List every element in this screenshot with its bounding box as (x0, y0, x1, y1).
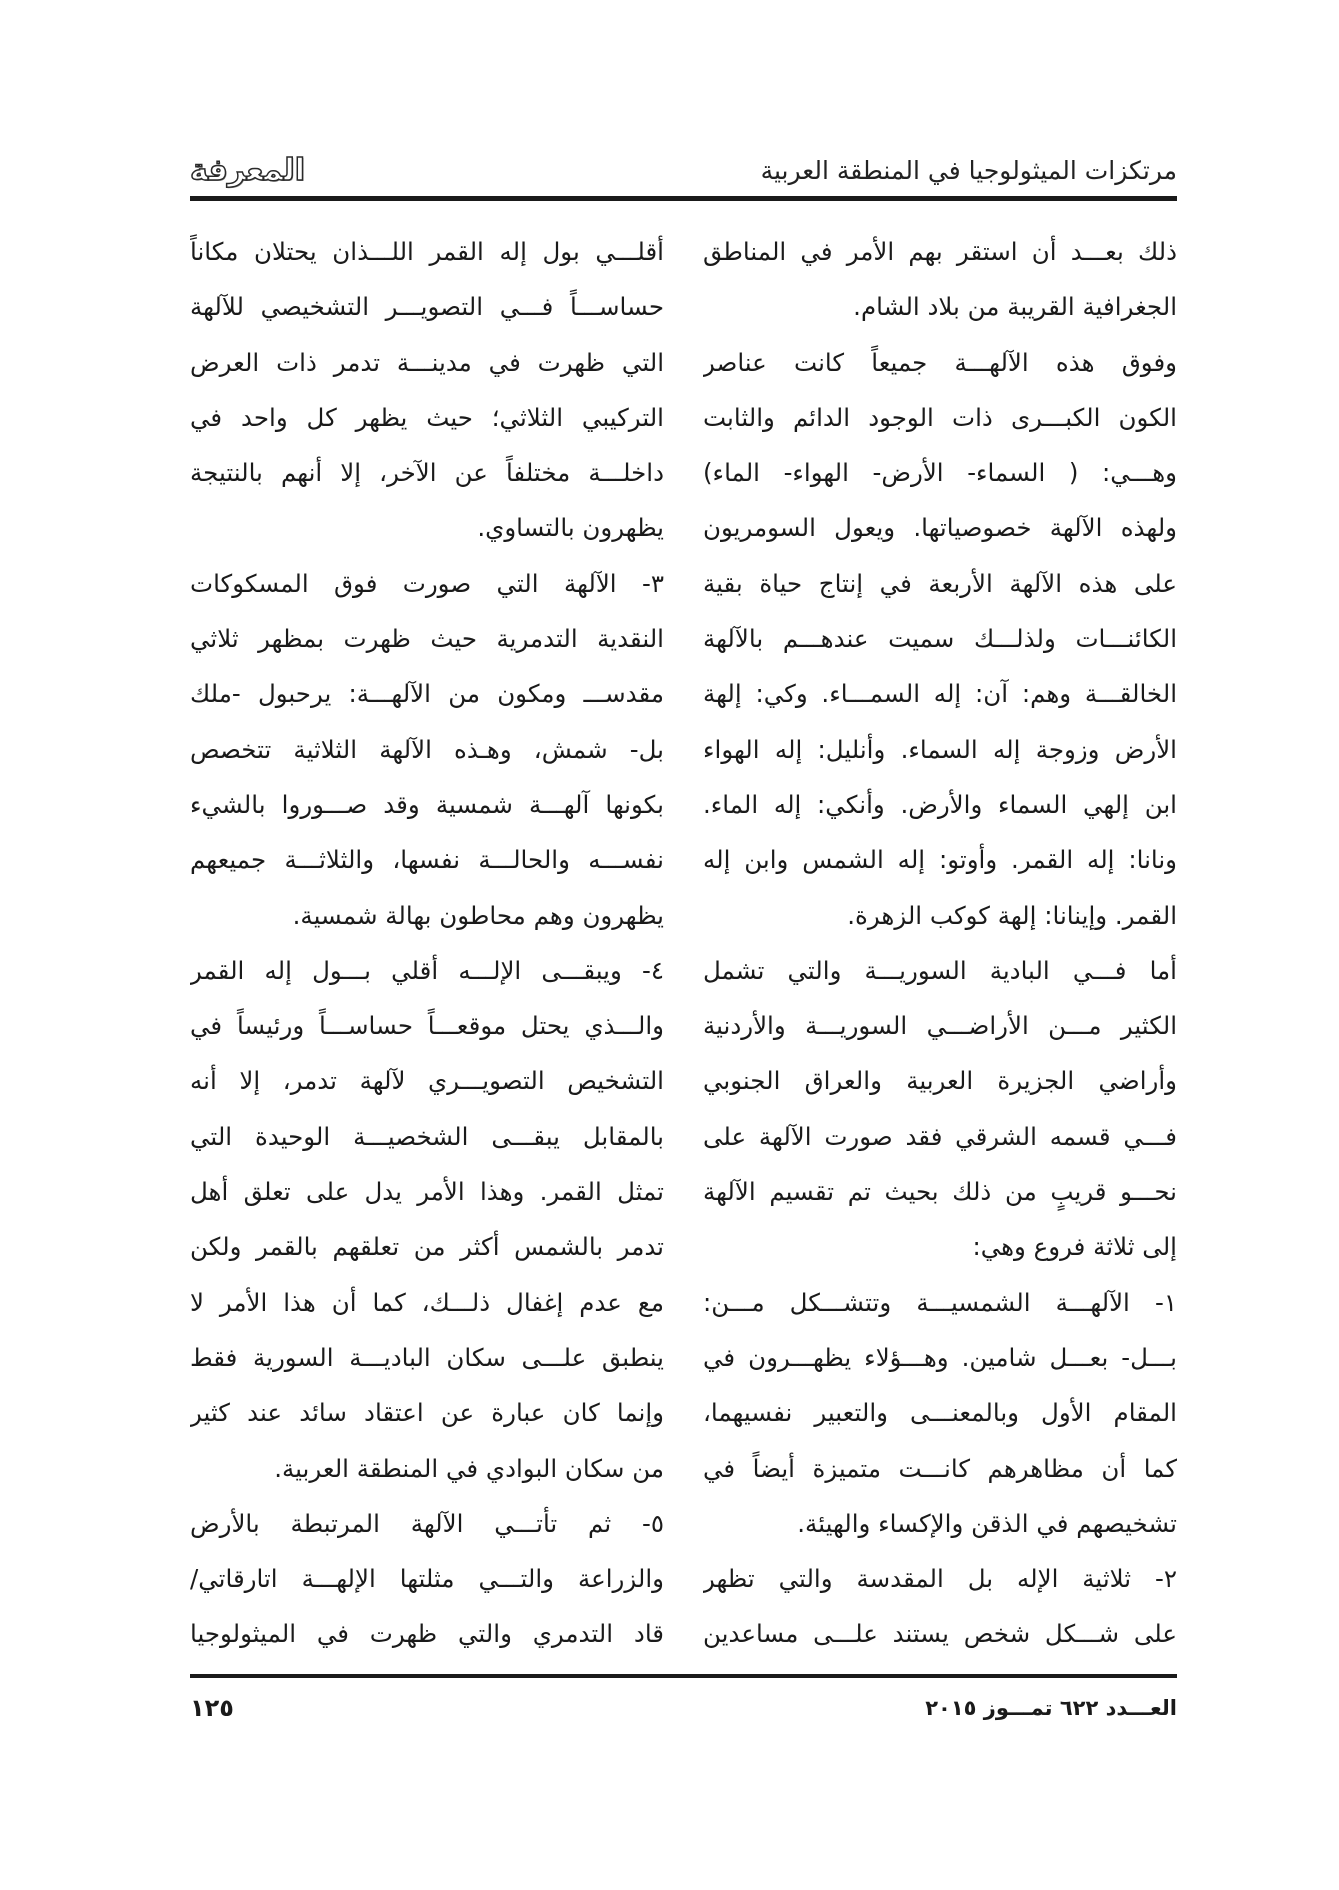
text-line: التشخيص التصويـــري لآلهة تدمر، إلا أنه (190, 1066, 664, 1096)
text-line: ونانا: إله القمر. وأوتو: إله الشمس وابن إله (703, 845, 1177, 875)
text-line: بالمقابل يبقـــى الشخصيـــة الوحيدة التي (190, 1121, 664, 1151)
text-line: الخالقـــة وهم: آن: إله السمـــاء. وكي: إلهة (703, 679, 1177, 709)
text-line: أما فـــي البادية السوريـــة والتي تشمل (703, 955, 1177, 985)
text-line: والزراعة والتـــي مثلتها الإلهـــة اتارقاتي/ (190, 1564, 664, 1594)
issue-info: العـــدد ٦٢٢ تمـــوز ٢٠١٥ (925, 1696, 1177, 1720)
text-line: الكون الكبـــرى ذات الوجود الدائم والثابت (703, 402, 1177, 432)
text-line: ذلك بعـــد أن استقر بهم الأمر في المناطق (703, 237, 1177, 266)
text-line: الجغرافية القريبة من بلاد الشام. (853, 292, 1177, 322)
text-line: يظهرون وهم محاطون بهالة شمسية. (292, 900, 664, 930)
text-line: القمر. وإينانا: إلهة كوكب الزهرة. (847, 900, 1177, 930)
text-line: من سكان البوادي في المنطقة العربية. (274, 1453, 664, 1483)
text-line: المقام الأول وبالمعنـــى والتعبير نفسيهما، (703, 1398, 1177, 1428)
text-line: والـــذي يحتل موقعـــاً حساســـاً ورئيساً في (190, 1011, 664, 1041)
magazine-logo: المعرفة (190, 152, 306, 188)
text-line: ينطبق علـــى سكان الباديـــة السورية فقط (190, 1342, 664, 1372)
text-line: ٥- ثم تأتـــي الآلهة المرتبطة بالأرض (190, 1508, 664, 1538)
text-line: وهـــي: ( السماء- الأرض- الهواء- الماء) (703, 458, 1177, 488)
text-line: على شـــكل شخص يستند علـــى مساعدين (703, 1619, 1177, 1649)
running-title: مرتكزات الميثولوجيا في المنطقة العربية (760, 155, 1177, 185)
text-line: قاد التدمري والتي ظهرت في الميثولوجيا (190, 1619, 664, 1649)
page-footer (190, 1688, 1177, 1728)
text-line: تمثل القمر. وهذا الأمر يدل على تعلق أهل (190, 1177, 664, 1207)
header-rule (190, 196, 1177, 201)
text-line: وأراضي الجزيرة العربية والعراق الجنوبي (703, 1066, 1177, 1096)
text-line: بـــل- بعـــل شامين. وهـــؤلاء يظهـــرون في (703, 1342, 1177, 1372)
column-left (190, 224, 664, 1662)
text-line: حساســـاً فـــي التصويـــر التشخيصي للآلهة (190, 292, 664, 322)
text-line: على هذه الآلهة الأربعة في إنتاج حياة بقية (703, 568, 1177, 598)
text-line: الكائنـــات ولذلـــك سميت عندهـــم بالآلهة (703, 624, 1177, 654)
text-line: ١- الآلهـــة الشمسيـــة وتتشـــكل مـــن: (703, 1287, 1177, 1317)
text-columns (190, 224, 1177, 1662)
text-line: بل- شمش، وهـذه الآلهة الثلاثية تتخصص (190, 734, 664, 764)
text-line: ٣- الآلهة التي صورت فوق المسكوكات (190, 568, 664, 598)
page-number: ١٢٥ (190, 1694, 234, 1722)
text-line: ٤- ويبقـــى الإلـــه أقلي بـــول إله القمر (190, 955, 664, 985)
text-line: تدمر بالشمس أكثر من تعلقهم بالقمر ولكن (190, 1232, 664, 1262)
text-line: ولهذه الآلهة خصوصياتها. ويعول السومريون (703, 513, 1177, 543)
text-line: تشخيصهم في الذقن والإكساء والهيئة. (797, 1508, 1177, 1538)
text-line: الأرض وزوجة إله السماء. وأنليل: إله الهواء (703, 734, 1177, 764)
text-line: ابن إلهي السماء والأرض. وأنكي: إله الماء. (703, 789, 1177, 819)
text-line: وفوق هذه الآلهـــة جميعاً كانت عناصر (703, 347, 1177, 377)
text-line: نفســـه والحالـــة نفسها، والثلاثـــة جميعهم (190, 845, 664, 875)
text-line: داخلـــة مختلفاً عن الآخر، إلا أنهم بالنتيجة (190, 458, 664, 488)
text-line: مقدســـ ومكون من الآلهـــة: يرحبول -ملك (190, 679, 664, 709)
text-line: بكونها آلهـــة شمسية وقد صـــوروا بالشيء (190, 789, 664, 819)
text-line: كما أن مظاهرهم كانـــت متميزة أيضاً في (703, 1453, 1177, 1483)
text-line: فـــي قسمه الشرقي فقد صورت الآلهة على (703, 1121, 1177, 1151)
text-line: الكثير مـــن الأراضـــي السوريـــة والأردنية (703, 1011, 1177, 1041)
column-right (703, 224, 1177, 1662)
text-line: إلى ثلاثة فروع وهي: (972, 1232, 1177, 1262)
text-line: النقدية التدمرية حيث ظهرت بمظهر ثلاثي (190, 624, 664, 654)
text-line: مع عدم إغفال ذلـــك، كما أن هذا الأمر لا (190, 1287, 664, 1317)
text-line: أقلـــي بول إله القمر اللـــذان يحتلان مكاناً (190, 237, 664, 266)
text-line: التي ظهرت في مدينـــة تدمر ذات العرض (190, 347, 664, 377)
text-line: التركيبي الثلاثي؛ حيث يظهر كل واحد في (190, 402, 664, 432)
text-line: ٢- ثلاثية الإله بل المقدسة والتي تظهر (703, 1564, 1177, 1594)
text-line: وإنما كان عبارة عن اعتقاد سائد عند كثير (190, 1398, 664, 1428)
footer-rule (190, 1674, 1177, 1678)
text-line: نحـــو قريبٍ من ذلك بحيث تم تقسيم الآلهة (703, 1177, 1177, 1207)
page-header (190, 146, 1177, 194)
text-line: يظهرون بالتساوي. (477, 513, 664, 543)
